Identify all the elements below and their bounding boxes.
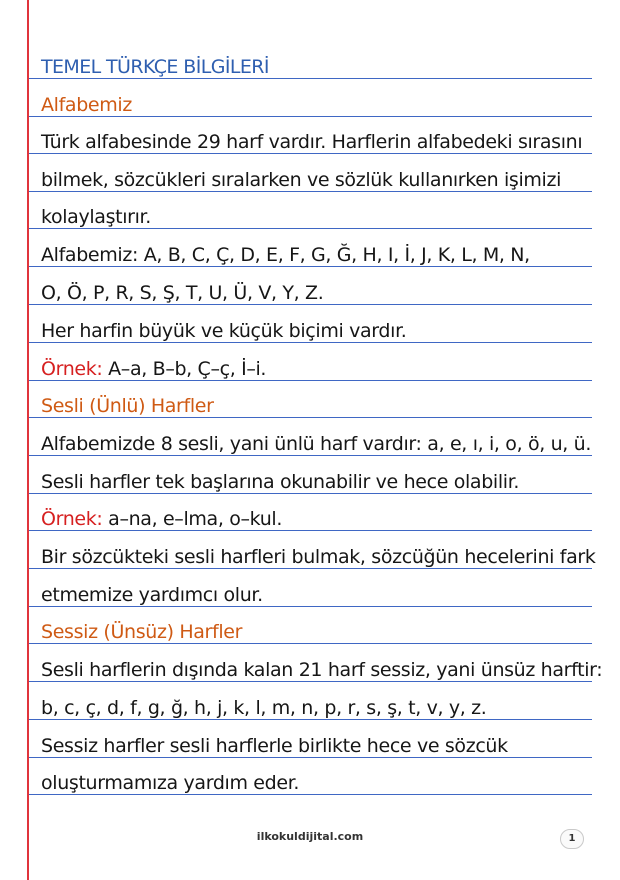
body-line: Her harfin büyük ve küçük biçimi vardır.: [41, 320, 407, 342]
ruled-line: [29, 568, 592, 569]
ruled-line: [29, 380, 592, 381]
example-text: a–na, e–lma, o–kul.: [102, 508, 283, 530]
body-line: oluşturmamıza yardım eder.: [41, 772, 300, 794]
section-heading-vowels: Sesli (Ünlü) Harfler: [41, 395, 214, 417]
ruled-line: [29, 493, 592, 494]
body-line: Alfabemizde 8 sesli, yani ünlü harf vardır: a, e, ı, i, o, ö, u, ü.: [41, 433, 592, 455]
body-line: Sesli harfler tek başlarına okunabilir ve hece olabilir.: [41, 471, 520, 493]
ruled-line: [29, 228, 592, 229]
ruled-line: [29, 794, 592, 795]
page-title: TEMEL TÜRKÇE BİLGİLERİ: [41, 56, 269, 78]
red-margin-line: [27, 0, 29, 880]
ruled-line: [29, 719, 592, 720]
example-label: Örnek:: [41, 358, 103, 380]
section-heading-alphabet: Alfabemiz: [41, 94, 132, 116]
ruled-line: [29, 606, 592, 607]
ruled-line: [29, 153, 592, 154]
example-text: A–a, B–b, Ç–ç, İ–i.: [102, 358, 267, 380]
body-line: O, Ö, P, R, S, Ş, T, U, Ü, V, Y, Z.: [41, 282, 324, 304]
body-line: b, c, ç, d, f, g, ğ, h, j, k, l, m, n, p, r, s, ş, t, v, y, z.: [41, 697, 487, 719]
example-label: Örnek:: [41, 508, 103, 530]
ruled-line: [29, 266, 592, 267]
ruled-line: [29, 342, 592, 343]
page-number-badge: 1: [560, 829, 584, 849]
ruled-line: [29, 681, 592, 682]
ruled-line: [29, 643, 592, 644]
body-line: Sessiz harfler sesli harflerle birlikte hece ve sözcük: [41, 735, 508, 757]
body-line: Sesli harflerin dışında kalan 21 harf sessiz, yani ünsüz harftir:: [41, 659, 603, 681]
body-line: etmemize yardımcı olur.: [41, 584, 263, 606]
ruled-line: [29, 455, 592, 456]
section-heading-consonants: Sessiz (Ünsüz) Harfler: [41, 621, 243, 643]
ruled-line: [29, 116, 592, 117]
ruled-line: [29, 417, 592, 418]
body-line: Türk alfabesinde 29 harf vardır. Harflerin alfabedeki sırasını: [41, 131, 583, 153]
body-line: Bir sözcükteki sesli harfleri bulmak, sözcüğün hecelerini fark: [41, 546, 596, 568]
ruled-line: [29, 78, 592, 79]
body-line: Alfabemiz: A, B, C, Ç, D, E, F, G, Ğ, H, I, İ, J, K, L, M, N,: [41, 244, 530, 266]
ruled-line: [29, 530, 592, 531]
ruled-line: [29, 304, 592, 305]
body-line: bilmek, sözcükleri sıralarken ve sözlük kullanırken işimizi: [41, 169, 562, 191]
example-line: [41, 358, 266, 380]
footer-website: ilkokuldijital.com: [256, 830, 364, 843]
example-line: [41, 508, 282, 530]
ruled-line: [29, 191, 592, 192]
ruled-line: [29, 757, 592, 758]
body-line: kolaylaştırır.: [41, 206, 151, 228]
